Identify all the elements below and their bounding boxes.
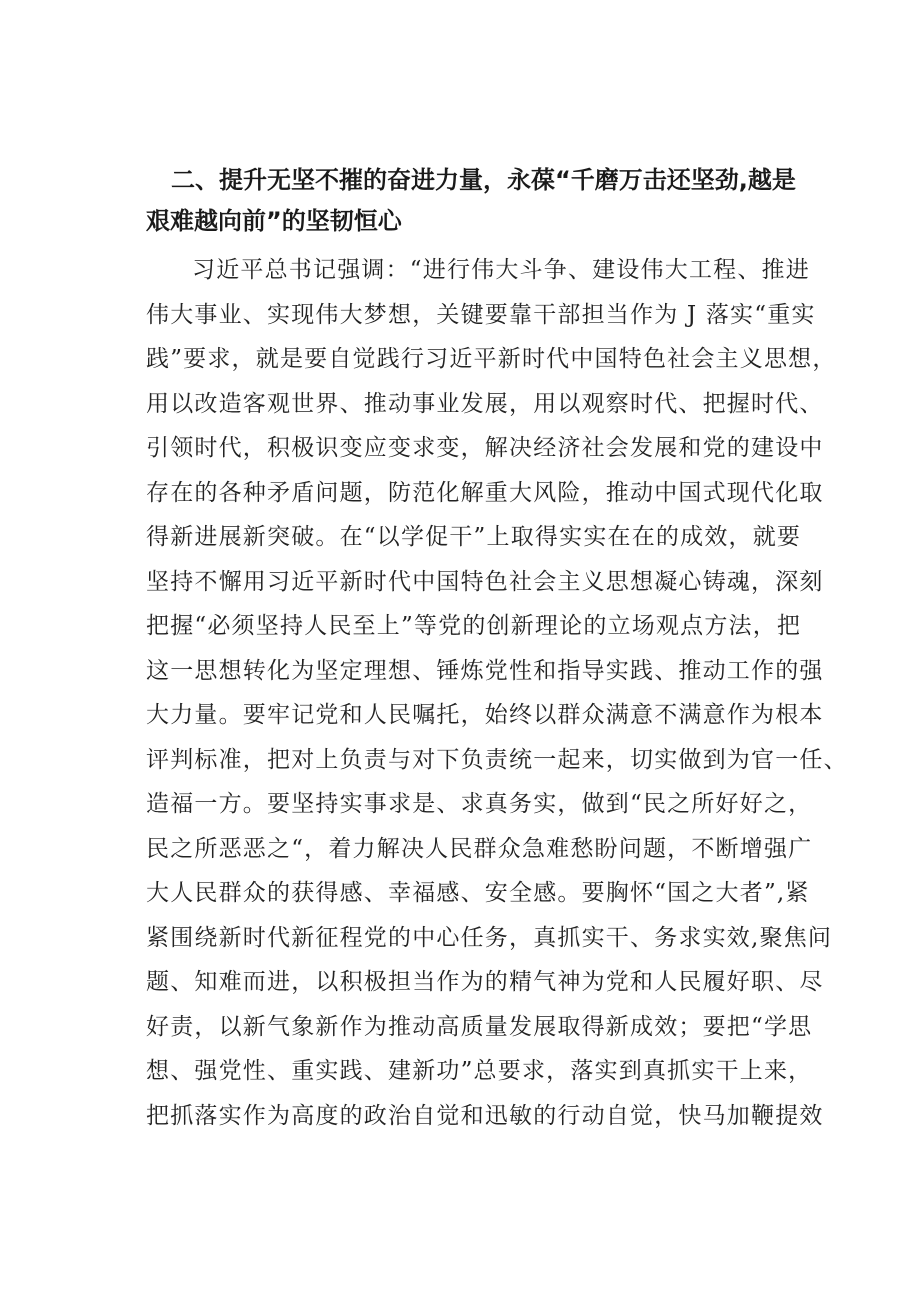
paragraph-line-9: 把握“必须坚持人民至上”等党的创新理论的立场观点方法，把 [146,613,802,639]
paragraph-line-2: 伟大事业、实现伟大梦想，关键要靠干部担当作为 J 落实“重实 [146,301,816,328]
paragraph-line-1: 习近平总书记强调：“进行伟大斗争、建设伟大工程、推进 [192,257,810,283]
paragraph-line-13: 造福一方。要坚持实事求是、求真务实，做到“民之所好好之， [146,791,813,817]
paragraph-line-4: 用以改造客观世界、推动事业发展，用以观察时代、把握时代、 [146,390,824,417]
paragraph-line-16: 紧围绕新时代新征程党的中心任务，真抓实干、务求实效,聚焦问 [146,924,833,951]
paragraph-line-17: 题、知难而进，以积极担当作为的精气神为党和人民履好职、尽 [146,969,824,995]
paragraph-line-20: 把抓落实作为高度的政治自觉和迅敏的行动自觉，快马加鞭提效 [146,1102,824,1129]
heading-line-1: 二、提升无坚不摧的奋进力量，永葆“千磨万击还坚劲,越是 [171,166,796,194]
paragraph-line-14: 民之所恶恶之“，着力解决人民群众急难愁盼问题，不断增强广 [146,835,813,862]
paragraph-line-7: 得新进展新突破。在“以学促干”上取得实实在在的成效，就要 [146,524,802,550]
paragraph-line-10: 这一思想转化为坚定理想、锤炼党性和指导实践、推动工作的强 [146,657,824,684]
paragraph-line-6: 存在的各种矛盾问题，防范化解重大风险，推动中国式现代化取 [146,479,824,506]
paragraph-line-19: 想、强党性、重实践、建新功”总要求，落实到真抓实干上来， [146,1058,813,1084]
heading-line-2: 艰难越向前”的坚韧恒心 [146,207,402,235]
paragraph-line-5: 引领时代，积极识变应变求变，解决经济社会发展和党的建设中 [146,435,824,461]
paragraph-line-11: 大力量。要牢记党和人民嘱托，始终以群众满意不满意作为根本 [146,702,824,728]
body-paragraph [146,248,848,1138]
paragraph-line-12: 评判标准，把对上负责与对下负责统一起来，切实做到为官一任、 [146,746,848,773]
paragraph-line-18: 好责，以新气象新作为推动高质量发展取得新成效；要把“学思 [146,1013,813,1040]
paragraph-line-8: 坚持不懈用习近平新时代中国特色社会主义思想凝心铸魂，深刻 [146,568,824,595]
paragraph-line-3: 践”要求，就是要自觉践行习近平新时代中国特色社会主义思想， [146,346,837,372]
paragraph-line-15: 大人民群众的获得感、幸福感、安全感。要胸怀“国之大者”,紧 [146,880,810,906]
section-heading [146,160,806,242]
